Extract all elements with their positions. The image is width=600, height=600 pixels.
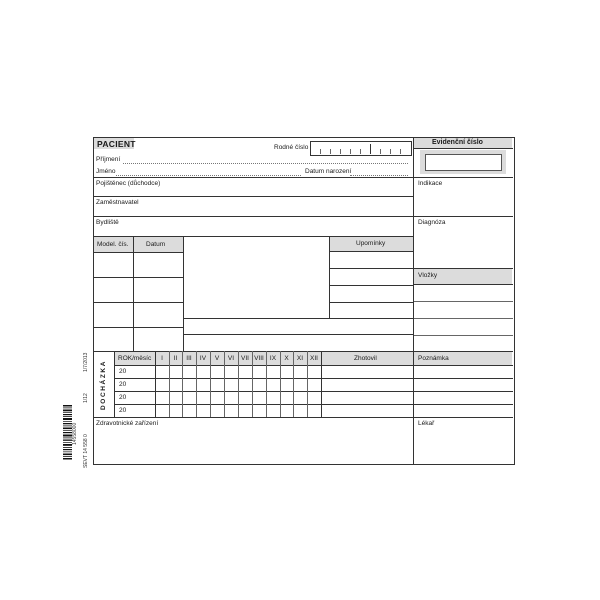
vlozky-line — [414, 301, 513, 302]
center-line — [183, 334, 413, 335]
attendance-row-line — [114, 378, 513, 379]
model-row-line — [93, 302, 183, 303]
month-header-ix: IX — [269, 355, 277, 362]
rodne-cislo-tick — [340, 149, 341, 154]
month-header-viii: VIII — [254, 355, 264, 362]
upominky-line — [329, 251, 413, 252]
month-header-x: X — [284, 355, 289, 362]
rodne-cislo-separator — [370, 144, 371, 154]
datum-narozeni-label: Datum narození — [305, 168, 352, 175]
zamestnavatel-bottom-line — [93, 216, 513, 217]
year-row-label: 20 — [119, 394, 127, 401]
rok-mesic-header: ROK/měsíc — [118, 355, 152, 362]
indikace-label: Indikace — [418, 180, 443, 187]
jmeno-field[interactable] — [116, 175, 301, 176]
print-version: 1/12 — [83, 393, 89, 403]
upominky-line — [329, 285, 413, 286]
vlozky-line — [414, 284, 513, 285]
datum-narozeni-field[interactable] — [350, 175, 408, 176]
model-header-line — [93, 252, 183, 253]
datum-header: Datum — [146, 241, 166, 248]
zhotovil-header: Zhotovil — [354, 355, 377, 362]
month-header-iv: IV — [199, 355, 207, 362]
month-header-i: I — [161, 355, 163, 362]
zamestnavatel-label: Zaměstnavatel — [96, 199, 139, 206]
attendance-row-line — [114, 404, 513, 405]
rodne-cislo-label: Rodné číslo — [274, 144, 309, 151]
year-row-label: 20 — [119, 407, 127, 414]
month-header-vii: VII — [241, 355, 249, 362]
attendance-bottom-line — [93, 417, 513, 418]
model-cis-header: Model. čís. — [97, 241, 129, 248]
vlozky-line — [414, 318, 513, 319]
poznamka-label: Poznámka — [418, 355, 449, 362]
attendance-header-line — [114, 365, 513, 366]
bydliste-label: Bydliště — [96, 219, 119, 226]
rodne-cislo-tick — [390, 149, 391, 154]
lekar-label: Lékař — [418, 420, 435, 427]
diagnoza-label: Diagnóza — [418, 219, 446, 226]
model-col-divider — [133, 237, 134, 351]
attendance-row-line — [114, 391, 513, 392]
zdravotnicke-zarizeni-label: Zdravotnické zařízení — [96, 420, 159, 427]
rodne-cislo-field[interactable] — [310, 141, 412, 156]
form-code: SEVT 14 558 0 — [83, 434, 89, 468]
rodne-cislo-tick — [360, 149, 361, 154]
dochazka-col-divider — [114, 351, 115, 417]
year-row-label: 20 — [119, 381, 127, 388]
vlozky-label: Vložky — [418, 272, 438, 279]
vlozky-top-line — [414, 268, 513, 269]
dochazka-label: DOCHÁZKA — [100, 360, 107, 410]
year-row-label: 20 — [119, 368, 127, 375]
upominky-header: Upomínky — [356, 240, 386, 247]
month-header-vi: VI — [227, 355, 235, 362]
pojistenec-bottom-line — [93, 196, 413, 197]
prijmeni-field[interactable] — [123, 163, 408, 164]
month-header-xii: XII — [310, 355, 318, 362]
model-row-line — [93, 327, 183, 328]
evidencni-header-line — [414, 148, 513, 149]
rodne-cislo-tick — [330, 149, 331, 154]
month-header-iii: III — [186, 355, 192, 362]
upominky-line — [329, 302, 413, 303]
month-header-ii: II — [173, 355, 178, 362]
model-row-line — [93, 277, 183, 278]
jmeno-label: Jméno — [96, 168, 116, 175]
rodne-cislo-tick — [350, 149, 351, 154]
barcode-icon — [63, 405, 72, 460]
month-header-v: V — [214, 355, 220, 362]
evidencni-cislo-label: Evidenční číslo — [432, 139, 483, 146]
vlozky-line — [414, 335, 513, 336]
upominky-line — [329, 268, 413, 269]
rodne-cislo-tick — [400, 149, 401, 154]
zhotovil-col-divider — [321, 351, 322, 417]
pojistenec-label: Pojištěnec (důchodce) — [96, 180, 161, 187]
header-bottom-line — [93, 177, 513, 178]
print-date: 1/7/2013 — [83, 352, 89, 372]
rodne-cislo-tick — [320, 149, 321, 154]
prijmeni-label: Příjmení — [96, 156, 121, 163]
barcode-number: 14558000 — [72, 422, 78, 445]
evidencni-cislo-field[interactable] — [425, 154, 502, 171]
rodne-cislo-tick — [380, 149, 381, 154]
month-header-xi: XI — [296, 355, 304, 362]
pacient-title: PACIENT — [97, 139, 136, 149]
center-line — [183, 318, 413, 319]
